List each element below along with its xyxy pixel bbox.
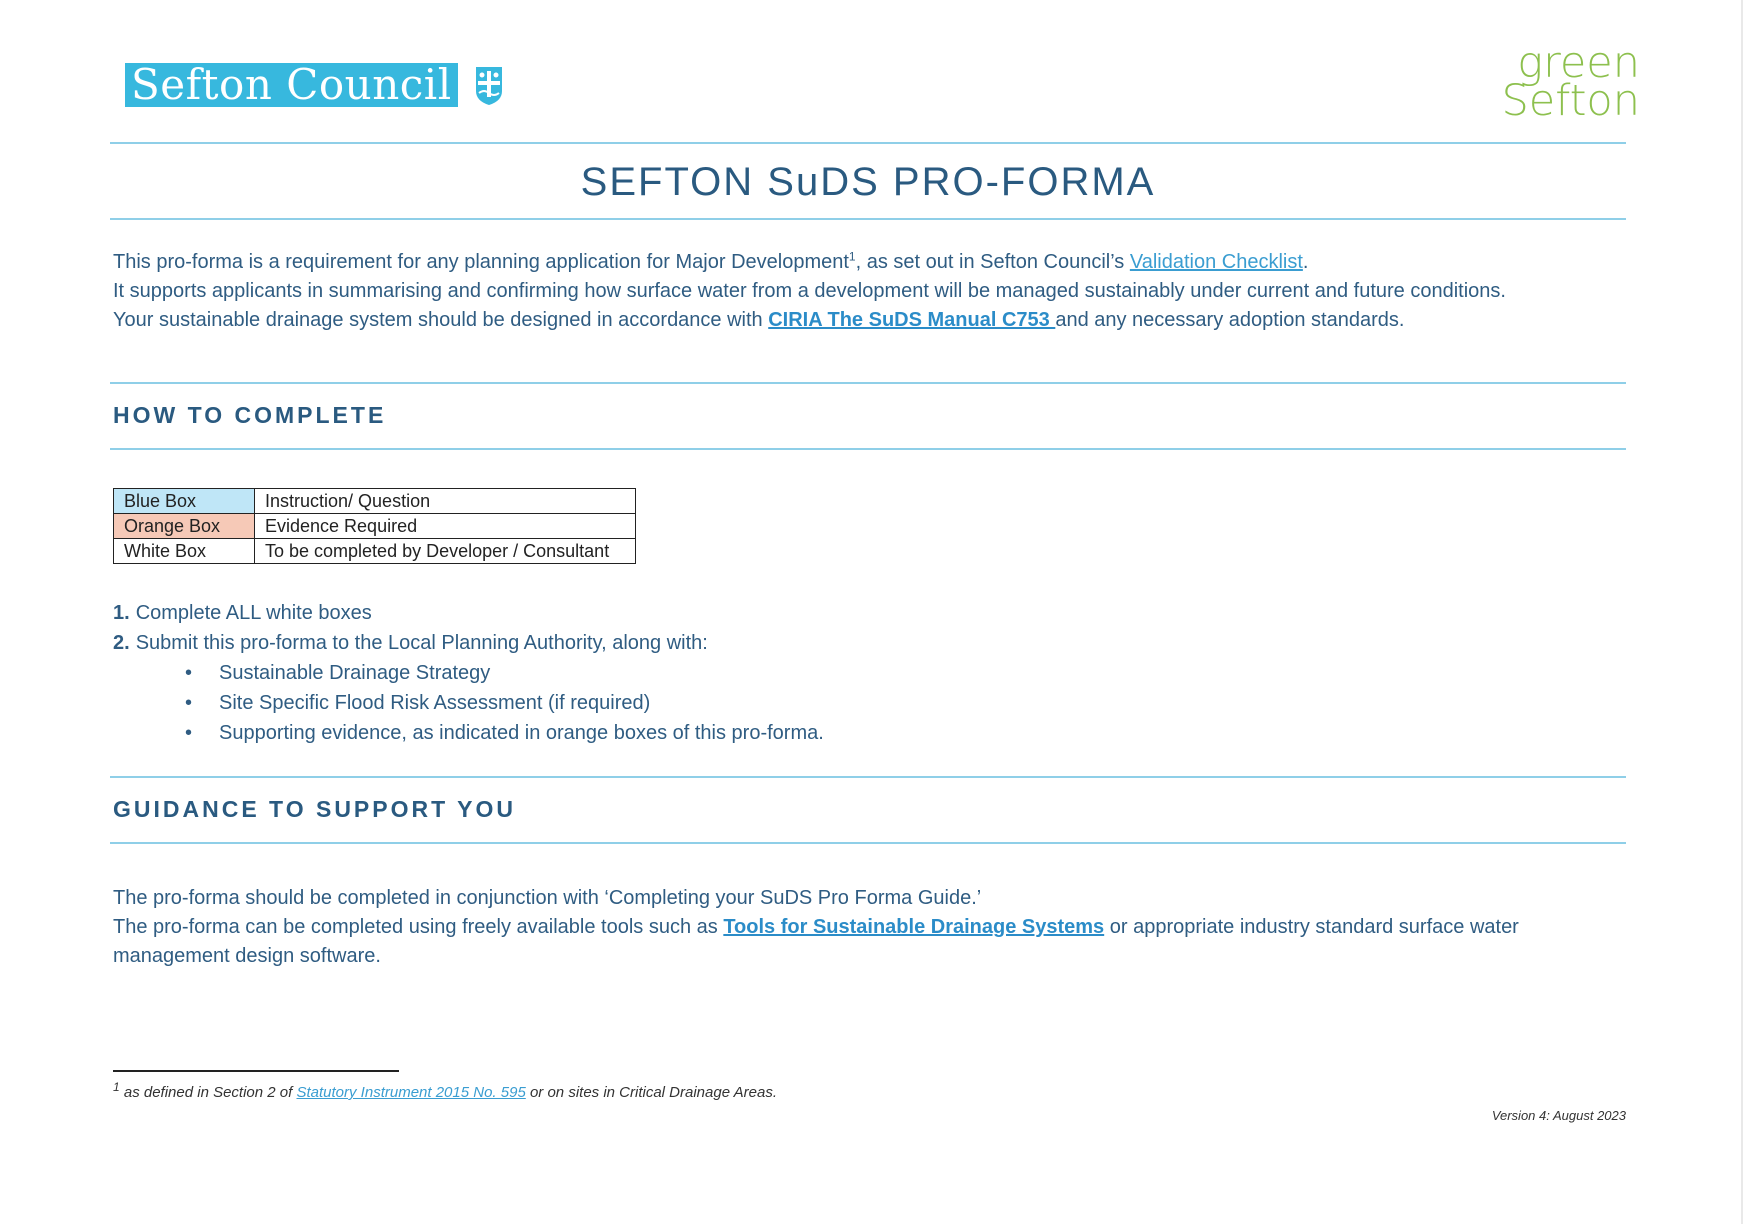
footnote-text: as defined in Section 2 of: [119, 1084, 297, 1101]
footnote: [113, 1080, 778, 1101]
sefton-council-logo: [125, 60, 506, 109]
intro-text-span: , as set out in Sefton Council’s: [855, 251, 1130, 273]
page-edge: [1741, 0, 1743, 1224]
orange-box-meaning: Evidence Required: [255, 514, 636, 539]
white-box-meaning: To be completed by Developer / Consultant: [255, 539, 636, 564]
green-logo-line1: green: [1517, 38, 1640, 88]
green-logo-line2: Sefton: [1501, 76, 1640, 126]
box-key-table: [113, 488, 636, 564]
footnote-divider: [113, 1070, 399, 1072]
white-box-cell: White Box: [114, 539, 255, 564]
footnote-marker: 1: [113, 1080, 120, 1094]
green-sefton-logo: [1490, 38, 1640, 126]
divider: [110, 218, 1626, 220]
divider: [110, 776, 1626, 778]
how-to-complete-heading: HOW TO COMPLETE: [113, 402, 387, 428]
intro-line-3: [113, 306, 1633, 335]
guidance-line-1: The pro-forma should be completed in conjunction with ‘Completing your SuDS Pro Forma Guide.’: [113, 887, 982, 909]
guidance-heading: GUIDANCE TO SUPPORT YOU: [113, 796, 516, 822]
submission-items: [113, 658, 824, 748]
crest-icon: [472, 63, 506, 107]
step-2: [113, 628, 824, 658]
blue-box-cell: Blue Box: [114, 489, 255, 514]
intro-text-span: and any necessary adoption standards.: [1055, 309, 1405, 331]
intro-text: [113, 248, 1633, 335]
table-row: [114, 489, 636, 514]
divider: [110, 382, 1626, 384]
page-title: SEFTON SuDS PRO-FORMA: [580, 160, 1156, 204]
intro-text-span: Your sustainable drainage system should be designed in accordance with: [113, 309, 769, 331]
list-item: • Site Specific Flood Risk Assessment (if required): [185, 688, 824, 718]
step-text: Submit this pro-forma to the Local Planning Authority, along with:: [135, 632, 708, 654]
step-number: 1.: [113, 602, 130, 624]
divider: [110, 842, 1626, 844]
suds-tools-link[interactable]: Tools for Sustainable Drainage Systems: [723, 916, 1105, 938]
version-label: Version 4: August 2023: [1491, 1108, 1626, 1123]
statutory-instrument-link[interactable]: Statutory Instrument 2015 No. 595: [296, 1084, 526, 1101]
list-item: • Sustainable Drainage Strategy: [185, 658, 824, 688]
guidance-text: [113, 884, 1629, 971]
guidance-text-span: The pro-forma can be completed using freely available tools such as: [113, 916, 724, 938]
council-logo-text: Sefton Council: [125, 63, 458, 107]
divider: [110, 448, 1626, 450]
instructions-list: [113, 598, 824, 748]
divider: [110, 142, 1626, 144]
guidance-line-2: [113, 913, 1629, 971]
intro-line-1: [113, 248, 1633, 277]
table-row: [114, 539, 636, 564]
table-row: [114, 514, 636, 539]
suds-manual-link[interactable]: CIRIA The SuDS Manual C753: [768, 309, 1056, 331]
step-1: [113, 598, 824, 628]
intro-line-2: It supports applicants in summarising and confirming how surface water from a development will be managed sustainably under current and future conditions.: [113, 280, 1506, 302]
validation-checklist-link[interactable]: Validation Checklist: [1129, 251, 1303, 273]
orange-box-cell: Orange Box: [114, 514, 255, 539]
blue-box-meaning: Instruction/ Question: [255, 489, 636, 514]
footnote-text: or on sites in Critical Drainage Areas.: [525, 1084, 778, 1101]
guidance-text-span: or appropriate industry standard surface water management design software.: [113, 916, 1519, 967]
step-number: 2.: [113, 632, 130, 654]
step-text: Complete ALL white boxes: [135, 602, 372, 624]
list-item: • Supporting evidence, as indicated in orange boxes of this pro-forma.: [185, 718, 824, 748]
footnote-ref: 1: [848, 249, 856, 264]
intro-text-span: This pro-forma is a requirement for any planning application for Major Development: [113, 251, 849, 273]
intro-text-span: .: [1302, 251, 1309, 273]
